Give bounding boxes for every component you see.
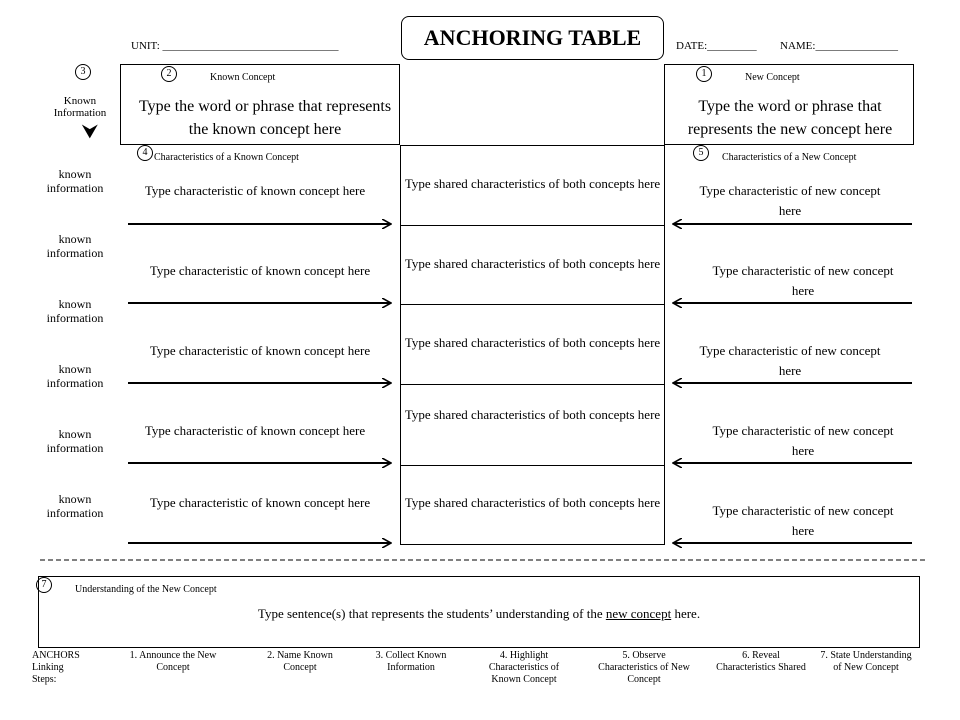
known-information-header: Known Information [53,95,107,119]
page-title: ANCHORING TABLE [423,25,642,50]
new-characteristic-cell[interactable]: Type characteristic of new concept here [699,343,881,378]
name-field[interactable]: NAME:_______________ [780,40,898,52]
known-characteristics-header: Characteristics of a Known Concept [154,152,299,163]
known-information-label: known information [46,232,104,260]
understanding-text-before: Type sentence(s) that represents the students’ understanding of the [257,606,606,621]
shared-characteristic-cell[interactable]: Type shared characteristics of both concepts here [404,495,661,510]
step-item: 3. Collect Known Information [375,650,447,673]
known-characteristic-cell[interactable]: Type characteristic of known concept here [144,183,366,198]
known-concept-box[interactable] [120,64,400,145]
known-characteristic-cell[interactable]: Type characteristic of known concept here [149,263,371,278]
new-concept-text[interactable]: Type the word or phrase that represents the new concept here [687,98,893,138]
shared-characteristic-cell[interactable]: Type shared characteristics of both concepts here [404,176,661,191]
step-item: 6. Reveal Characteristics Shared [716,650,806,673]
known-information-label: known information [46,492,104,520]
known-information-label: known information [46,362,104,390]
new-concept-underlined: new concept [605,606,672,621]
new-concept-box[interactable] [664,64,914,145]
title-box [401,16,664,60]
date-field[interactable]: DATE:_________ [676,40,757,52]
new-characteristic-cell[interactable]: Type characteristic of new concept here [712,423,894,458]
understanding-text[interactable] [38,606,920,622]
new-concept-label: New Concept [745,72,800,83]
step-number-5: 5 [693,145,709,161]
step-item: 2. Name Known Concept [267,650,333,673]
step-number-1: 1 [696,66,712,82]
shared-characteristic-cell[interactable]: Type shared characteristics of both concepts here [404,256,661,271]
new-characteristic-cell[interactable]: Type characteristic of new concept here [699,183,881,218]
shared-characteristic-cell[interactable]: Type shared characteristics of both concepts here [404,335,661,350]
step-item: 7. State Understanding of New Concept [820,650,912,673]
known-concept-text[interactable]: Type the word or phrase that represents the known concept here [138,98,392,138]
shared-characteristic-cell[interactable]: Type shared characteristics of both concepts here [404,407,661,422]
unit-field[interactable]: UNIT: ________________________________ [131,40,339,52]
new-characteristic-cell[interactable]: Type characteristic of new concept here [712,503,894,538]
known-characteristic-cell[interactable]: Type characteristic of known concept here [144,423,366,438]
known-concept-label: Known Concept [210,72,276,83]
step-number-7: 7 [36,577,52,593]
row-divider [401,225,664,226]
understanding-label: Understanding of the New Concept [75,584,217,595]
known-information-label: known information [46,297,104,325]
steps-heading: ANCHORS Linking Steps: [32,650,80,685]
step-item: 4. Highlight Characteristics of Known Concept [488,650,560,685]
new-characteristic-cell[interactable]: Type characteristic of new concept here [712,263,894,298]
step-number-4: 4 [137,145,153,161]
understanding-text-after: here. [671,606,701,621]
step-number-3: 3 [75,64,91,80]
known-information-label: known information [46,427,104,455]
known-characteristic-cell[interactable]: Type characteristic of known concept here [149,495,371,510]
step-item: 5. Observe Characteristics of New Concept [598,650,690,685]
known-information-label: known information [46,167,104,195]
known-characteristic-cell[interactable]: Type characteristic of known concept here [149,343,371,358]
row-divider [401,384,664,385]
new-characteristics-header: Characteristics of a New Concept [722,152,857,163]
row-divider [401,304,664,305]
down-arrow-icon: ⮟ [81,121,99,143]
step-item: 1. Announce the New Concept [129,650,217,673]
step-number-2: 2 [161,66,177,82]
row-divider [401,465,664,466]
